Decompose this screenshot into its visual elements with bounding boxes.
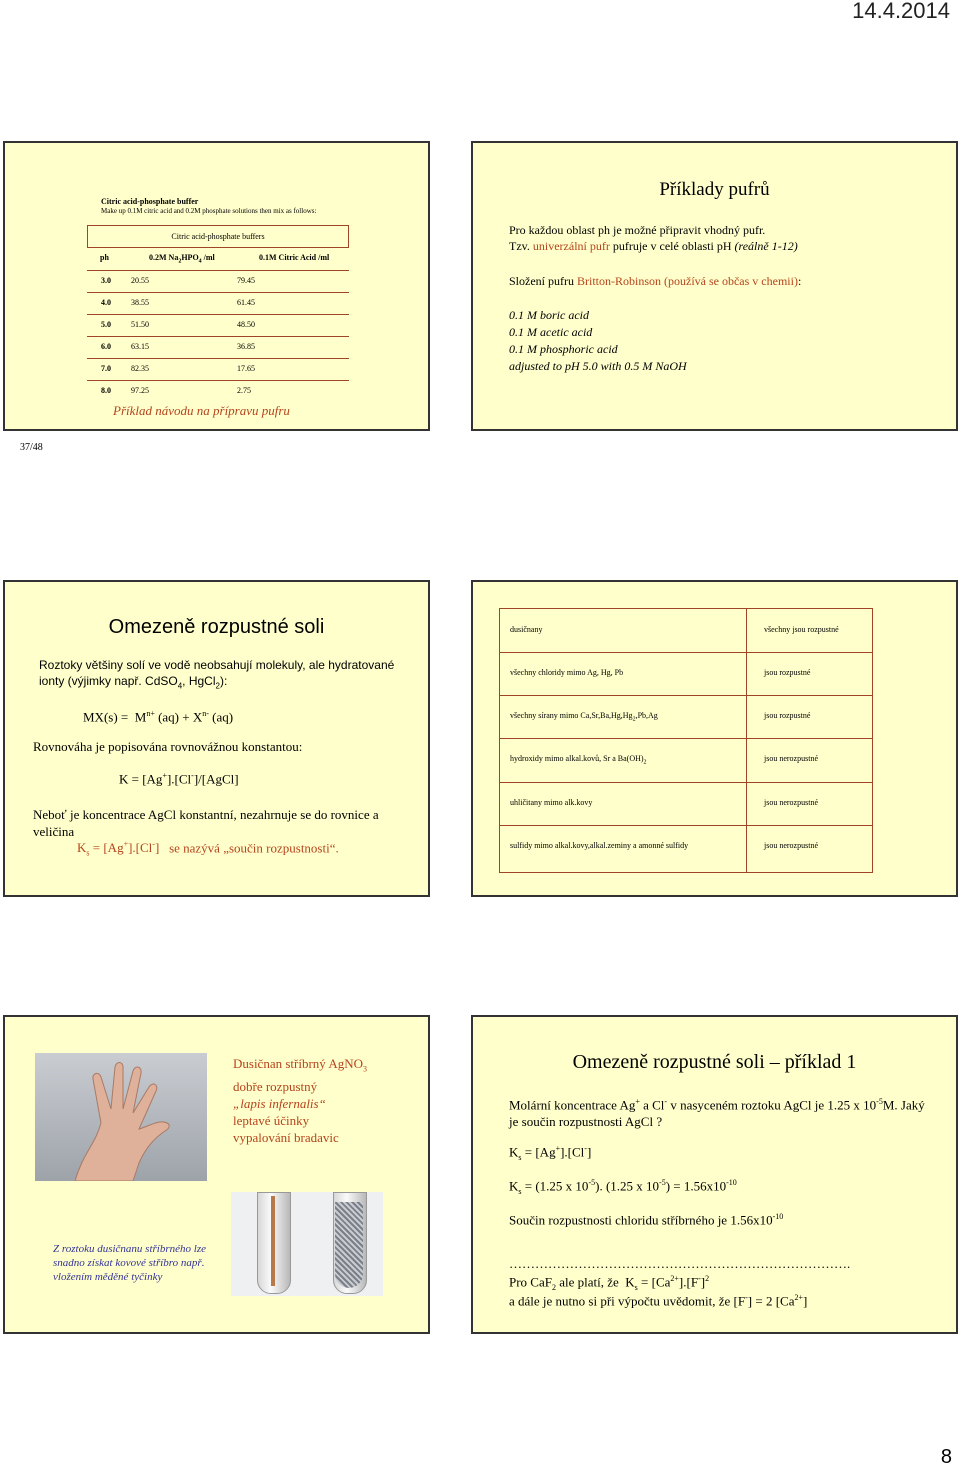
rule-row	[500, 652, 872, 696]
rule-subject: dusičnany	[510, 625, 543, 634]
table-row	[87, 292, 349, 315]
line2-b: univerzální pufr	[532, 239, 610, 253]
slide-buffer-examples	[471, 141, 958, 431]
na2hpo4-value: 82.35	[131, 364, 149, 373]
slide6-title: Omezeně rozpustné soli – příklad 1	[572, 1051, 857, 1073]
table-row	[87, 336, 349, 359]
header-date: 14.4.2014	[852, 0, 950, 23]
citric-value: 17.65	[237, 364, 255, 373]
slide1-subtitle: Make up 0.1M citric acid and 0.2M phosphate solutions then mix as follows:	[101, 207, 317, 215]
table-row	[87, 380, 349, 402]
rule-row	[500, 738, 872, 783]
recipe-list	[509, 307, 687, 375]
recipe-item: 0.1 M boric acid	[509, 308, 589, 322]
slide6-p4: Součin rozpustnosti chloridu stříbrného je $1.56x10^{-10}$	[509, 1212, 784, 1228]
rule-row	[500, 695, 872, 739]
table-row	[87, 358, 349, 381]
ks-name: se nazývá „součin rozpustnosti“.	[169, 840, 339, 856]
line3-c: :	[797, 274, 802, 288]
ph-value: 3.0	[101, 276, 111, 285]
na2hpo4-value: 51.50	[131, 320, 149, 329]
slide3-eq1: $MX(s) = M^{n+}$ $(aq) + X^{n-}$ (aq)	[83, 709, 234, 725]
citric-value: 79.45	[237, 276, 255, 285]
citric-value: 2.75	[237, 386, 251, 395]
rule-result: všechny jsou rozpustné	[764, 625, 839, 634]
header-citric: 0.1M Citric Acid /ml	[259, 253, 330, 262]
ph-value: 5.0	[101, 320, 111, 329]
slide2-line3	[509, 274, 801, 289]
line3-b: Britton-Robinson (používá se občas v chemii)	[577, 274, 798, 288]
rule-row	[500, 609, 872, 653]
citric-value: 36.85	[237, 342, 255, 351]
table-row	[87, 270, 349, 293]
slide6-p1: Molární koncentrace Ag+ a Cl- v nasyceném roztoku AgCl je 1.25 x $10^{-5}M$. Jaký je součin rozpustnosti AgCl ?	[509, 1097, 925, 1130]
rule-subject: uhličitany mimo alk.kovy	[510, 798, 593, 807]
slide-sparingly-soluble	[3, 580, 430, 897]
na2hpo4-value: 97.25	[131, 386, 149, 395]
header-na2hpo4: 0.2M $Na_2HPO_4$ /ml	[149, 253, 215, 265]
ph-value: 6.0	[101, 342, 111, 351]
note-line: dobře rozpustný	[233, 1078, 318, 1094]
rule-result: jsou rozpustné	[764, 668, 811, 677]
hand-photo	[35, 1053, 207, 1181]
slide1-table	[87, 225, 349, 414]
rule-row	[500, 825, 872, 871]
recipe-item: adjusted to pH 5.0 with 0.5 M NaOH	[509, 359, 687, 373]
slide6-dots: …………………………………………………………………….	[509, 1256, 851, 1271]
ph-value: 4.0	[101, 298, 111, 307]
rule-result: jsou nerozpustné	[764, 754, 818, 763]
slide1-footer: Příklad návodu na přípravu pufru	[113, 403, 290, 418]
line3-a: Složení pufru	[509, 274, 577, 288]
rule-result: jsou nerozpustné	[764, 841, 818, 850]
line2-d: (reálně 1-12)	[734, 239, 798, 253]
header-ph: ph	[100, 253, 109, 262]
line2-c: pufruje v celé oblasti pH	[609, 239, 735, 253]
page-number: 8	[940, 1446, 952, 1468]
na2hpo4-value: 63.15	[131, 342, 149, 351]
table-caption: Citric acid-phosphate buffers	[87, 226, 349, 248]
test-tube-photo-2	[317, 1192, 383, 1296]
slide3-eq2: K = [Ag+].[Cl-]/[AgCl]	[119, 771, 239, 787]
slide-silver-nitrate	[3, 1015, 430, 1334]
slide2-line1: Pro každou oblast ph je možné připravit vhodný pufr.	[509, 223, 766, 237]
page-counter: 37/48	[20, 442, 43, 453]
rule-subject: všechny sírany mimo $Ca,Sr,Ba,Hg,Hg_2,Pb,Ag$	[510, 711, 658, 723]
note-line: Dusičnan stříbrný AgNO$_3$	[233, 1056, 367, 1074]
slide3-p1: Roztoky většiny solí ve vodě neobsahují molekuly, ale hydratované ionty (výjimky např. CdSO$_4$, HgCl$_2$):	[39, 658, 395, 691]
line2-a: Tzv.	[509, 239, 533, 253]
silver-nitrate-notes	[233, 1055, 367, 1146]
slide6-p2: $K_s = [Ag^+].[Cl^-]$	[509, 1144, 592, 1162]
rule-row	[500, 782, 872, 826]
ks-definition: $K_s = [Ag^+].[Cl^-]$	[77, 840, 160, 858]
slide2-title: Příklady pufrů	[659, 179, 770, 200]
note-line: vypalování bradavic	[233, 1129, 339, 1145]
slide6-p3: $K_s = (1.25$ x $10^{-5}$). (1.25 x $10^{-5}) = 1.56x10^{-10}$	[509, 1178, 737, 1196]
rule-subject: všechny chloridy mimo Ag, Hg, Pb	[510, 668, 624, 677]
rule-subject: sulfidy mimo alkal.kovy,alkal.zeminy a amonné sulfidy	[510, 841, 689, 850]
slide3-p4	[77, 840, 339, 858]
slide3-p2: Rovnováha je popisována rovnovážnou konstantou:	[33, 739, 303, 754]
ph-value: 8.0	[101, 386, 111, 395]
slide6-p5: Pro CaF$_2$ ale platí, že $K_s = [Ca^{2+}].[F^-]^2$	[509, 1274, 710, 1292]
slide5-caption: Z roztoku dusičnanu stříbrného lze snadno získat kovové stříbro např. vložením měděné tyčinky	[53, 1243, 206, 1283]
rule-result: jsou rozpustné	[764, 711, 811, 720]
citric-value: 48.50	[237, 320, 255, 329]
note-line: „lapis infernalis“	[233, 1095, 326, 1111]
slide1-title: Citric acid-phosphate buffer	[101, 197, 199, 206]
table-header-row	[87, 248, 349, 271]
table-row	[87, 314, 349, 337]
rule-subject: hydroxidy mimo alkal.kovů, Sr a $Ba(OH)_2$	[510, 754, 647, 766]
slide-example-1	[471, 1015, 958, 1334]
na2hpo4-value: 20.55	[131, 276, 149, 285]
slide3-p3: Neboť je koncentrace AgCl konstantní, nezahrnuje se do rovnice a veličina	[33, 807, 379, 839]
slide-solubility-rules	[471, 580, 958, 897]
test-tube-photo-1	[231, 1192, 317, 1296]
ph-value: 7.0	[101, 364, 111, 373]
recipe-item: 0.1 M phosphoric acid	[509, 342, 618, 356]
na2hpo4-value: 38.55	[131, 298, 149, 307]
citric-value: 61.45	[237, 298, 255, 307]
recipe-item: 0.1 M acetic acid	[509, 325, 593, 339]
slide2-line2	[509, 239, 798, 254]
note-line: leptavé účinky	[233, 1112, 310, 1128]
slide-citric-buffer	[3, 141, 430, 431]
slide6-p6: a dále je nutno si při výpočtu uvědomit, že [F-] = 2 $[Ca^{2+}]$	[509, 1293, 808, 1309]
rules-table	[499, 608, 873, 873]
slide3-title: Omezeně rozpustné soli	[108, 616, 325, 638]
rule-result: jsou nerozpustné	[764, 798, 818, 807]
